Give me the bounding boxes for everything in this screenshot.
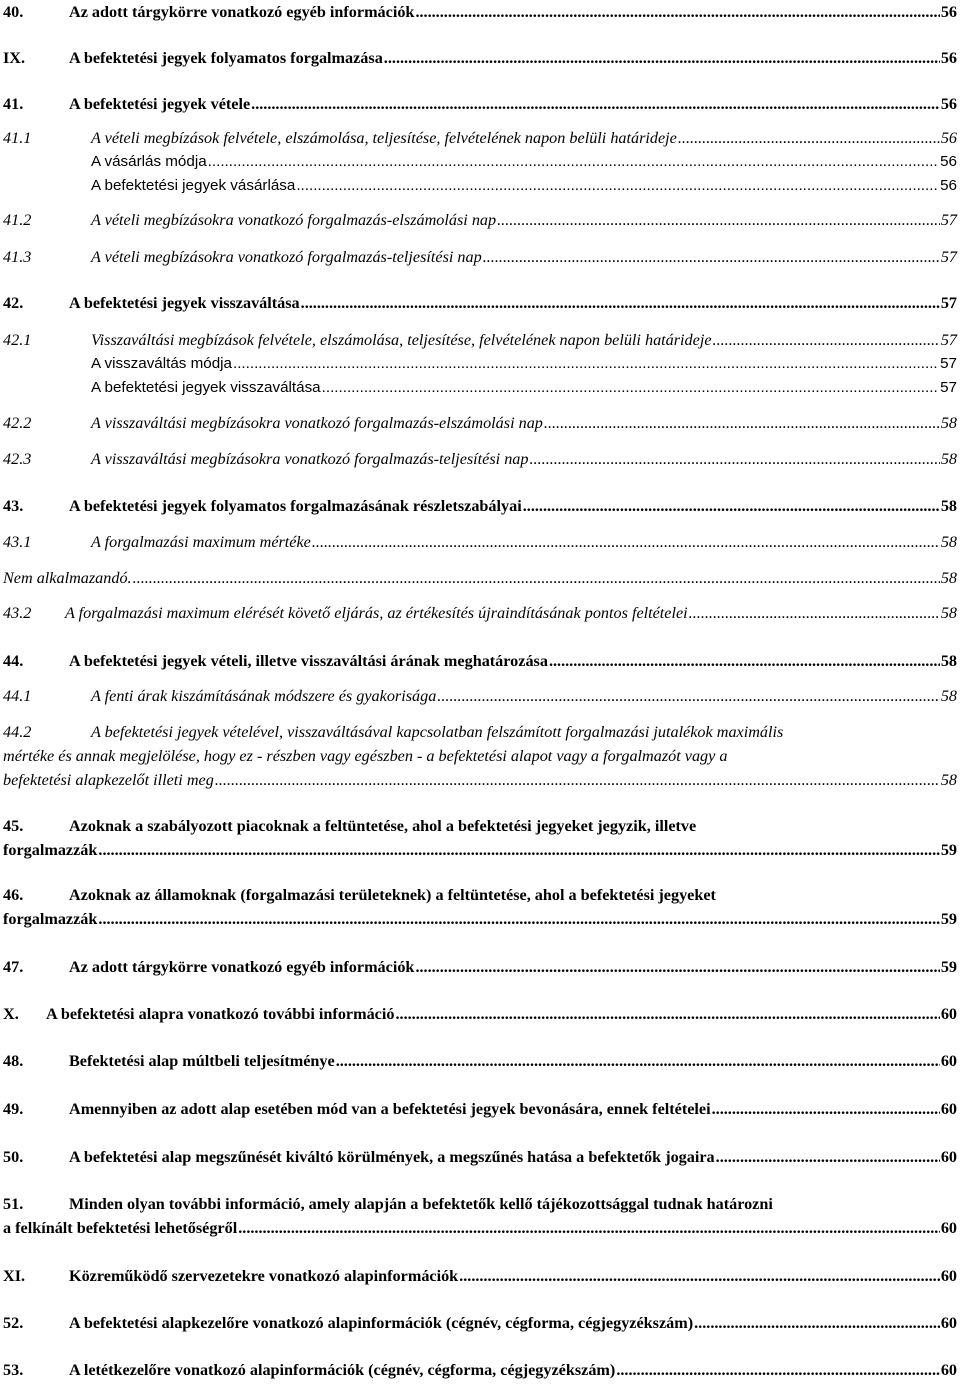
toc-leader-dots xyxy=(233,352,939,376)
toc-leader-dots xyxy=(549,649,940,673)
toc-entry-title: A visszaváltás módja xyxy=(91,355,232,372)
toc-entry[interactable] xyxy=(0,883,958,931)
toc-leader-dots xyxy=(208,150,939,174)
toc-entry-title: A befektetési jegyek folyamatos forgalmazásának részletszabályai xyxy=(69,497,522,515)
toc-entry[interactable] xyxy=(0,530,958,554)
toc-entry-number: X. xyxy=(3,1005,19,1023)
toc-entry[interactable] xyxy=(0,46,958,70)
toc-page-number: 58 xyxy=(940,497,957,515)
toc-page-number: 58 xyxy=(940,652,957,670)
toc-entry-title: A befektetési jegyek vétele xyxy=(69,95,251,113)
toc-leader-dots xyxy=(98,838,939,862)
toc-entry-title: A befektetési jegyek visszaváltása xyxy=(91,379,321,396)
toc-entry-number: 52. xyxy=(3,1314,24,1332)
toc-page-number: 58 xyxy=(940,533,957,551)
toc-entry[interactable] xyxy=(0,352,958,376)
toc-page-number: 59 xyxy=(940,841,957,859)
toc-leader-dots xyxy=(694,1311,940,1335)
toc-entry-title: A vételi megbízásokra vonatkozó forgalmazás-elszámolási nap xyxy=(91,211,497,229)
toc-page-number: 60 xyxy=(940,1100,957,1118)
toc-leader-dots xyxy=(713,328,940,352)
toc-entry-number: 45. xyxy=(3,817,24,835)
toc-entry[interactable] xyxy=(0,411,958,435)
toc-page-number: 58 xyxy=(940,771,957,789)
toc-entry-title: Az adott tárgykörre vonatkozó egyéb információk xyxy=(69,958,415,976)
toc-entry-number: 42.3 xyxy=(3,450,32,468)
toc-leader-dots xyxy=(689,601,940,625)
toc-entry-title: Közreműködő szervezetekre vonatkozó alapinformációk xyxy=(69,1267,459,1285)
toc-entry[interactable] xyxy=(0,1311,958,1335)
toc-entry[interactable] xyxy=(0,328,958,352)
toc-page-number: 58 xyxy=(940,569,957,587)
toc-entry-number: 44.2 xyxy=(3,723,32,741)
toc-leader-dots xyxy=(678,126,940,150)
toc-entry-number: XI. xyxy=(3,1267,26,1285)
toc-entry-title: A letétkezelőre vonatkozó alapinformációk (cégnév, cégforma, cégjegyzékszám) xyxy=(69,1361,616,1379)
toc-entry[interactable] xyxy=(0,126,958,150)
toc-entry-title: A forgalmazási maximum elérését követő eljárás, az értékesítés újraindításának pontos feltételei xyxy=(65,604,688,622)
toc-entry-title: A befektetési jegyek vételével, visszaváltásával kapcsolatban felszámított forgalmazási jutalékok maximális xyxy=(91,723,784,741)
toc-entry-title: A befektetési alapra vonatkozó további információ xyxy=(46,1005,395,1023)
toc-entry[interactable] xyxy=(0,0,958,24)
toc-entry[interactable] xyxy=(0,376,958,400)
toc-entry-title: A befektetési jegyek visszaváltása xyxy=(69,294,300,312)
toc-entry[interactable] xyxy=(0,1192,958,1240)
toc-entry-number: 41.2 xyxy=(3,211,32,229)
toc-entry[interactable] xyxy=(0,1097,958,1121)
toc-leader-dots xyxy=(483,245,940,269)
toc-entry-number: 43. xyxy=(3,497,24,515)
toc-entry-title: A befektetési jegyek vételi, illetve visszaváltási árának meghatározása xyxy=(69,652,548,670)
toc-page-number: 56 xyxy=(940,95,957,113)
toc-entry[interactable] xyxy=(0,174,958,198)
toc-entry-number: IX. xyxy=(3,49,26,67)
toc-page-number: 56 xyxy=(940,3,957,21)
toc-entry-title: A visszaváltási megbízásokra vonatkozó forgalmazás-teljesítési nap xyxy=(91,450,529,468)
toc-page-number: 57 xyxy=(940,379,957,396)
toc-page-number: 59 xyxy=(940,958,957,976)
toc-page-number: 56 xyxy=(940,129,957,147)
toc-entry-title-continued: mértéke és annak megjelölése, hogy ez - részben vagy egészben - a befektetési alapot vagy a forgalmazót vagy a xyxy=(3,747,728,765)
toc-entry-number: 50. xyxy=(3,1148,24,1166)
toc-leader-dots xyxy=(616,1358,940,1382)
toc-page-number: 58 xyxy=(940,414,957,432)
toc-entry[interactable] xyxy=(0,1049,958,1073)
toc-page-number: 59 xyxy=(940,910,957,928)
toc-leader-dots xyxy=(312,530,940,554)
toc-leader-dots xyxy=(712,1097,940,1121)
toc-entry-title-continued: befektetési alapkezelőt illeti meg xyxy=(3,771,214,789)
toc-entry[interactable] xyxy=(0,684,958,708)
toc-page-number: 57 xyxy=(940,294,957,312)
toc-entry-title: Az adott tárgykörre vonatkozó egyéb információk xyxy=(69,3,415,21)
toc-leader-dots xyxy=(415,955,939,979)
toc-entry[interactable] xyxy=(0,649,958,673)
toc-page-number: 56 xyxy=(940,153,957,170)
toc-page-number: 57 xyxy=(940,211,957,229)
toc-entry[interactable] xyxy=(0,955,958,979)
toc-entry[interactable] xyxy=(0,92,958,116)
toc-entry-number: 49. xyxy=(3,1100,24,1118)
toc-page-number: 60 xyxy=(940,1148,957,1166)
toc-entry[interactable] xyxy=(0,1358,958,1382)
toc-page-number: 60 xyxy=(940,1267,957,1285)
toc-leader-dots xyxy=(437,684,940,708)
toc-entry-number: 43.2 xyxy=(3,604,32,622)
toc-leader-dots xyxy=(384,46,940,70)
toc-entry-number: 42.2 xyxy=(3,414,32,432)
toc-leader-dots xyxy=(251,92,940,116)
toc-entry[interactable] xyxy=(0,291,958,315)
toc-entry[interactable] xyxy=(0,208,958,232)
toc-entry-number: 40. xyxy=(3,3,24,21)
toc-entry-number: 41.3 xyxy=(3,248,32,266)
toc-entry-title: A vételi megbízásokra vonatkozó forgalmazás-teljesítési nap xyxy=(91,248,482,266)
toc-entry-number: 43.1 xyxy=(3,533,32,551)
toc-leader-dots xyxy=(530,447,940,471)
toc-page-number: 60 xyxy=(940,1361,957,1379)
toc-entry-title: Visszaváltási megbízások felvétele, elszámolása, teljesítése, felvételének napon belüli határideje xyxy=(91,331,712,349)
toc-entry[interactable] xyxy=(0,447,958,471)
toc-entry-number: 44.1 xyxy=(3,687,32,705)
toc-page-number: 60 xyxy=(940,1005,957,1023)
toc-page-number: 57 xyxy=(940,331,957,349)
toc-leader-dots xyxy=(238,1216,940,1240)
toc-entry-number: 48. xyxy=(3,1052,24,1070)
toc-leader-dots xyxy=(301,291,940,315)
toc-entry-title: A befektetési jegyek vásárlása xyxy=(91,177,296,194)
toc-page-number: 57 xyxy=(940,355,957,372)
toc-entry-title-continued: forgalmazzák xyxy=(3,910,98,928)
toc-entry-title: Amennyiben az adott alap esetében mód van a befektetési jegyek bevonására, ennek feltételei xyxy=(69,1100,711,1118)
toc-page-number: 58 xyxy=(940,687,957,705)
toc-entry-title: A fenti árak kiszámításának módszere és gyakorisága xyxy=(91,687,437,705)
toc-entry-number: 44. xyxy=(3,652,24,670)
toc-entry-number: 42. xyxy=(3,294,24,312)
toc-leader-dots xyxy=(523,494,940,518)
toc-entry-title: A visszaváltási megbízásokra vonatkozó forgalmazás-elszámolási nap xyxy=(91,414,543,432)
toc-leader-dots xyxy=(215,768,940,792)
toc-leader-dots xyxy=(544,411,940,435)
toc-entry[interactable] xyxy=(0,150,958,174)
toc-entry-number: 41. xyxy=(3,95,24,113)
toc-leader-dots xyxy=(497,208,940,232)
toc-entry[interactable] xyxy=(0,1002,958,1026)
toc-entry-title: Nem alkalmazandó. xyxy=(3,569,132,587)
toc-leader-dots xyxy=(98,907,939,931)
toc-page-number: 57 xyxy=(940,248,957,266)
toc-leader-dots xyxy=(716,1145,940,1169)
toc-entry-number: 42.1 xyxy=(3,331,32,349)
toc-page-number: 56 xyxy=(940,49,957,67)
toc-entry[interactable] xyxy=(0,494,958,518)
toc-entry-number: 46. xyxy=(3,886,24,904)
toc-entry-title: A vásárlás módja xyxy=(91,153,207,170)
toc-entry[interactable] xyxy=(0,1145,958,1169)
toc-entry-title: Minden olyan további információ, amely alapján a befektetők kellő tájékozottsággal tudnak határozni xyxy=(69,1195,773,1213)
toc-page-number: 60 xyxy=(940,1052,957,1070)
toc-entry-title: Azoknak az államoknak (forgalmazási területeknek) a feltüntetése, ahol a befektetési jegyeket xyxy=(69,886,716,904)
toc-entry-title: Befektetési alap múltbeli teljesítménye xyxy=(69,1052,335,1070)
toc-leader-dots xyxy=(336,1049,940,1073)
toc-entry-title-continued: forgalmazzák xyxy=(3,841,98,859)
toc-leader-dots xyxy=(296,174,939,198)
toc-entry-title: A befektetési alapkezelőre vonatkozó alapinformációk (cégnév, cégforma, cégjegyzékszám) xyxy=(69,1314,694,1332)
toc-entry-number: 47. xyxy=(3,958,24,976)
toc-leader-dots xyxy=(322,376,939,400)
toc-entry[interactable] xyxy=(0,720,958,792)
toc-entry-title: A vételi megbízások felvétele, elszámolása, teljesítése, felvételének napon belüli határideje xyxy=(91,129,677,147)
toc-entry-title: A forgalmazási maximum mértéke xyxy=(91,533,311,551)
toc-page-number: 60 xyxy=(940,1219,957,1237)
toc-page-number: 58 xyxy=(940,604,957,622)
toc-leader-dots xyxy=(395,1002,939,1026)
toc-leader-dots xyxy=(459,1264,940,1288)
toc-entry-title: A befektetési jegyek folyamatos forgalmazása xyxy=(69,49,383,67)
toc-leader-dots xyxy=(133,566,940,590)
toc-page-number: 56 xyxy=(940,177,957,194)
toc-entry-title: A befektetési alap megszűnését kiváltó körülmények, a megszűnés hatása a befektetők jogaira xyxy=(69,1148,715,1166)
toc-entry[interactable] xyxy=(0,245,958,269)
toc-page-number: 60 xyxy=(940,1314,957,1332)
toc-page-number: 58 xyxy=(940,450,957,468)
toc-entry[interactable] xyxy=(0,814,958,862)
toc-entry[interactable] xyxy=(0,601,958,625)
toc-entry-number: 41.1 xyxy=(3,129,32,147)
toc-entry-number: 51. xyxy=(3,1195,24,1213)
toc-entry-title-continued: a felkínált befektetési lehetőségről xyxy=(3,1219,238,1237)
toc-leader-dots xyxy=(415,0,939,24)
toc-entry-number: 53. xyxy=(3,1361,24,1379)
toc-entry[interactable] xyxy=(0,1264,958,1288)
toc-entry-title: Azoknak a szabályozott piacoknak a feltüntetése, ahol a befektetési jegyeket jegyzik, illetve xyxy=(69,817,697,835)
toc-entry[interactable] xyxy=(0,566,958,590)
